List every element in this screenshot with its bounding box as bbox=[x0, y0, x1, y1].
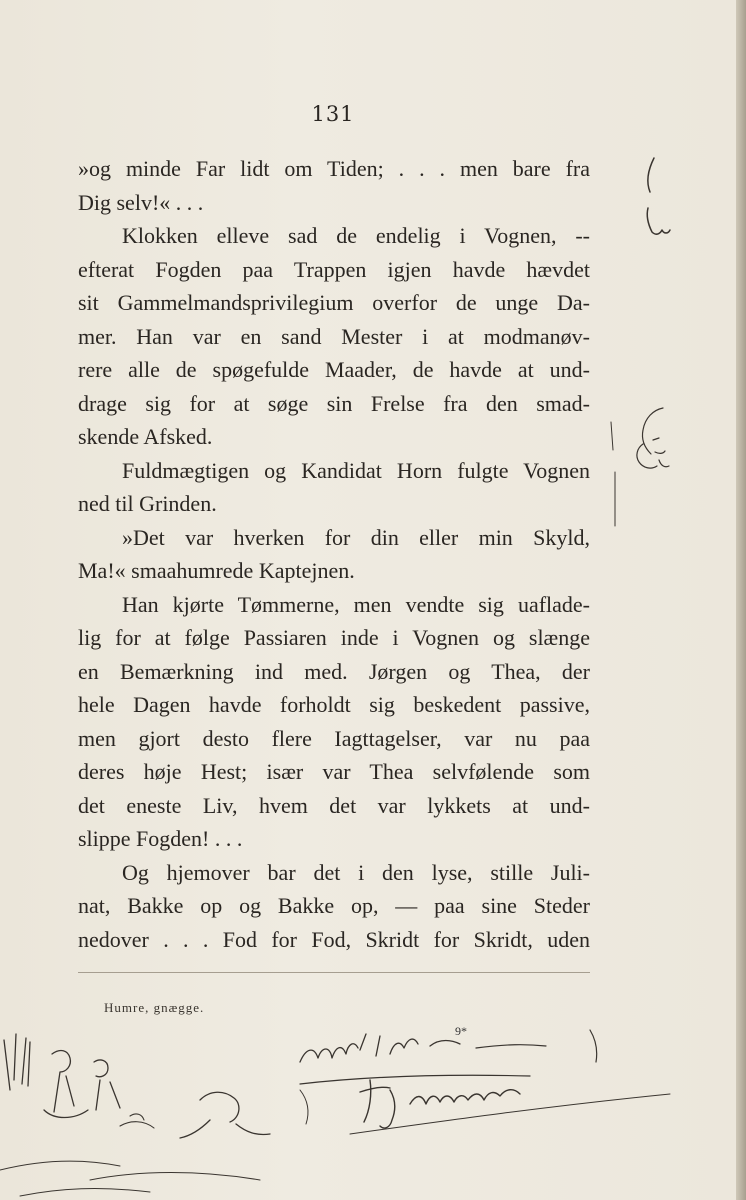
text-line: Klokken elleve sad de endelig i Vognen, -- bbox=[122, 223, 590, 248]
text-line: rere alle de spøgefulde Maader, de havde at und- bbox=[78, 357, 590, 382]
text-line: en Bemærkning ind med. Jørgen og Thea, der bbox=[78, 658, 590, 684]
text-line: »Det var hverken for din eller min Skyld, bbox=[122, 524, 590, 550]
text-line: ned til Grinden. bbox=[78, 491, 217, 516]
signature-mark: 9* bbox=[455, 1024, 467, 1038]
footnote-rule bbox=[78, 972, 590, 973]
text-line: deres høje Hest; især var Thea selvfølende som bbox=[78, 759, 590, 784]
text-line: lig for at følge Passiaren inde i Vognen og slænge bbox=[78, 625, 590, 650]
margin-doodle-top bbox=[636, 150, 686, 250]
text-line: Ma!« smaahumrede Kaptejnen. bbox=[78, 558, 355, 583]
text-line: nedover . . . Fod for Fod, Skridt for Skridt, uden bbox=[78, 926, 590, 952]
page-number: 131 bbox=[311, 102, 355, 126]
text-line: mer. Han var en sand Mester i at modmanøv- bbox=[78, 323, 590, 349]
footnote: Humre, gnægge. bbox=[104, 1000, 205, 1015]
margin-figures-sketch bbox=[0, 1020, 340, 1200]
text-line: hele Dagen havde forholdt sig beskedent passive, bbox=[78, 692, 590, 717]
text-line: Og hjemover bar det i den lyse, stille Juli- bbox=[122, 859, 590, 885]
margin-face-sketch bbox=[605, 400, 675, 530]
text-line: Dig selv!« . . . bbox=[78, 189, 204, 215]
text-line: Han kjørte Tømmerne, men vendte sig uaflade- bbox=[122, 591, 590, 617]
handwritten-scribble bbox=[290, 1010, 680, 1150]
text-line: Fuldmægtigen og Kandidat Horn fulgte Vognen bbox=[122, 457, 590, 483]
text-line: det eneste Liv, hvem det var lykkets at und- bbox=[78, 792, 590, 818]
text-line: slippe Fogden! . . . bbox=[78, 826, 243, 851]
text-line: drage sig for at søge sin Frelse fra den smad- bbox=[78, 390, 590, 416]
text-line: nat, Bakke op og Bakke op, — paa sine Steder bbox=[78, 893, 590, 918]
text-line: sit Gammelmandsprivilegium overfor de unge Da- bbox=[78, 290, 590, 315]
page-edge bbox=[736, 0, 746, 1200]
text-line: skende Afsked. bbox=[78, 424, 213, 449]
text-line: »og minde Far lidt om Tiden; . . . men bare fra bbox=[78, 156, 590, 181]
body-text bbox=[78, 152, 590, 956]
text-line: men gjort desto flere Iagttagelser, var nu paa bbox=[78, 725, 590, 751]
text-line: efterat Fogden paa Trappen igjen havde hævdet bbox=[78, 256, 590, 282]
